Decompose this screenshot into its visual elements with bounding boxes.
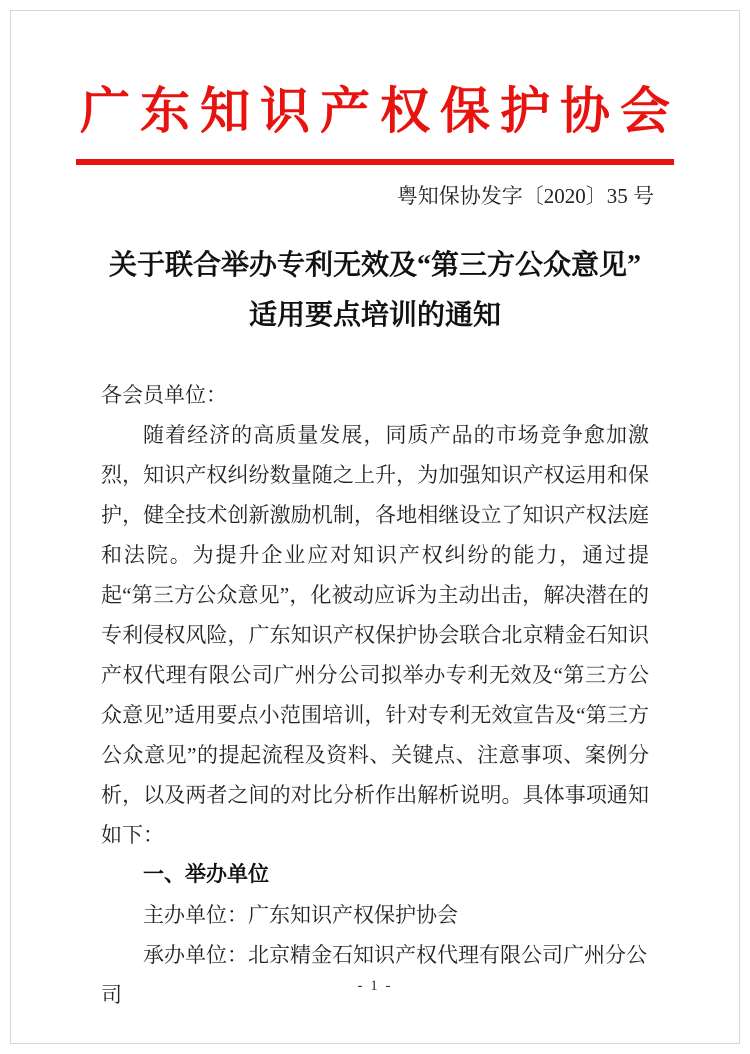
organizer-unit-line: 承办单位：北京精金石知识产权代理有限公司广州分公司 (101, 943, 647, 1007)
notice-title-line-1: 关于联合举办专利无效及“第三方公众意见” (108, 250, 641, 281)
salutation-line: 各会员单位： (101, 383, 227, 407)
page-number-footer: - 1 - (357, 978, 393, 994)
document-page (10, 10, 740, 1044)
host-unit-line: 主办单位：广东知识产权保护协会 (143, 903, 458, 927)
document-reference-number: 粤知保协发字〔2020〕35 号 (396, 184, 654, 208)
notice-title-line-2: 适用要点培训的通知 (248, 300, 501, 331)
notice-body (101, 375, 649, 1015)
red-double-rule (76, 159, 674, 165)
issuing-org-header: 广东知识产权保护协会 (80, 83, 680, 139)
notice-title (11, 241, 739, 341)
intro-paragraph: 随着经济的高质量发展，同质产品的市场竞争愈加激烈，知识产权纠纷数量随之上升，为加强知识产权运用和保护，健全技术创新激励机制，各地相继设立了知识产权法庭和法院。为提升企业应对知识产权纠纷的能力，通过提起“第三方公众意见”，化被动应诉为主动出击，解决潜在的专利侵权风险，广东知识产权保护协会联合北京精金石知识产权代理有限公司广州分公司拟举办专利无效及“第三方公众意见”适用要点小范围培训，针对专利无效宣告及“第三方公众意见”的提起流程及资料、关键点、注意事项、案例分析，以及两者之间的对比分析作出解析说明。具体事项通知如下： (101, 423, 649, 847)
section-heading-1: 一、举办单位 (143, 863, 269, 886)
